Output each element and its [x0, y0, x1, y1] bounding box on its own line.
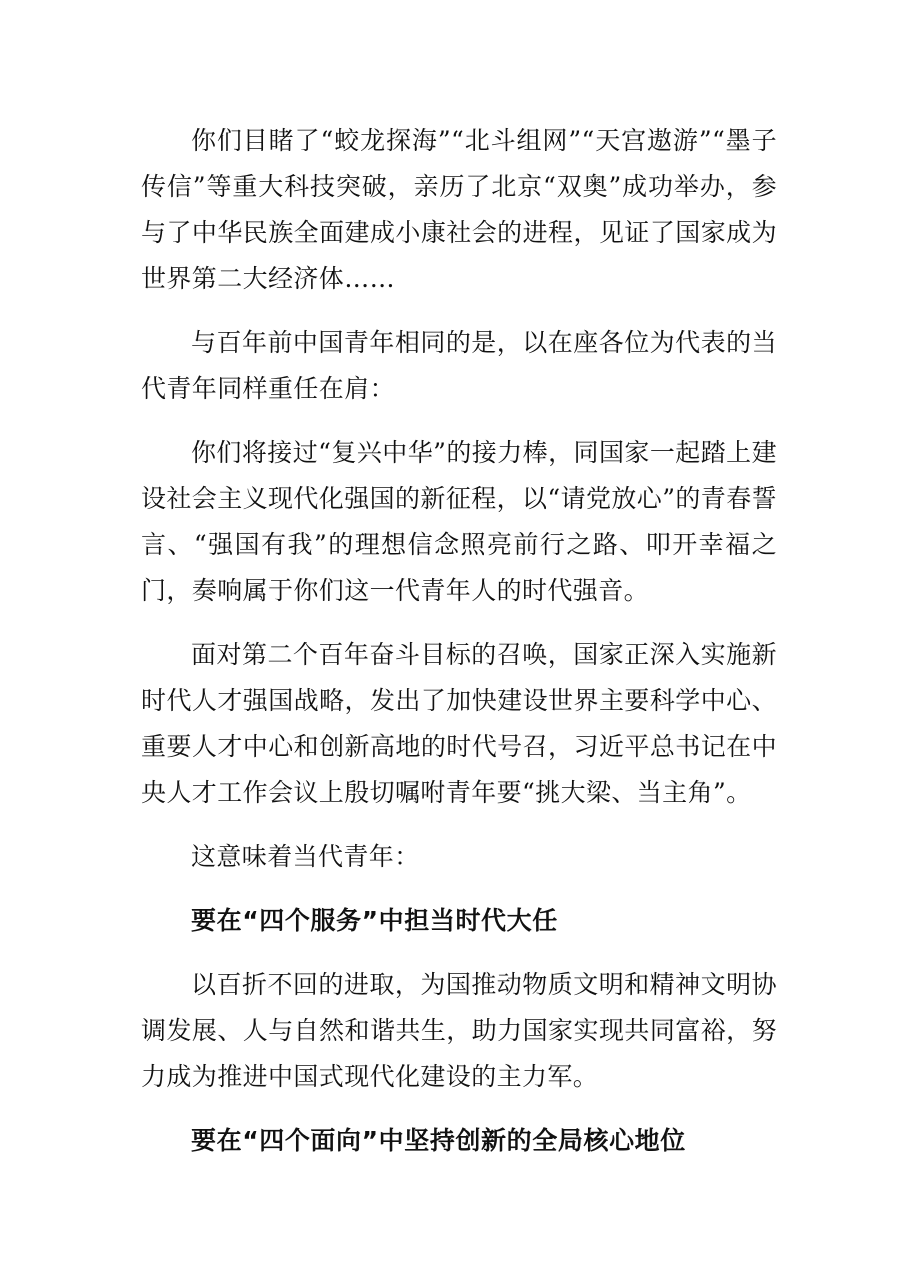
paragraph-unwavering-progress: 以百折不回的进取，为国推动物质文明和精神文明协调发展、人与自然和谐共生，助力国家实现共同富裕，努力成为推进中国式现代化建设的主力军。	[141, 970, 777, 1091]
paragraph-same-as-century-ago: 与百年前中国青年相同的是，以在座各位为代表的当代青年同样重任在肩：	[141, 328, 777, 403]
paragraph-relay-baton: 你们将接过“复兴中华”的接力棒，同国家一起踏上建设社会主义现代化强国的新征程，以“请党放心”的青春誓言、“强国有我”的理想信念照亮前行之路、叩开幸福之门，奏响属于你们这一代青年人的时代强音。	[141, 438, 777, 605]
paragraph-second-centenary-goal: 面对第二个百年奋斗目标的召唤，国家正深入实施新时代人才强国战略，发出了加快建设世界主要科学中心、重要人才中心和创新高地的时代号召，习近平总书记在中央人才工作会议上殷切嘱咐青年要“挑大梁、当主角”。	[141, 640, 777, 807]
section-heading-four-orientations: 要在“四个面向”中坚持创新的全局核心地位	[191, 1126, 686, 1155]
document-body	[141, 118, 777, 1182]
section-heading-four-services: 要在“四个服务”中担当时代大任	[191, 906, 558, 935]
paragraph-witnessed-achievements: 你们目睹了“蛟龙探海”“北斗组网”“天宫遨游”“墨子传信”等重大科技突破，亲历了北京“双奥”成功举办，参与了中华民族全面建成小康社会的进程，见证了国家成为世界第二大经济体……	[141, 126, 777, 293]
paragraph-this-means: 这意味着当代青年：	[191, 842, 420, 871]
